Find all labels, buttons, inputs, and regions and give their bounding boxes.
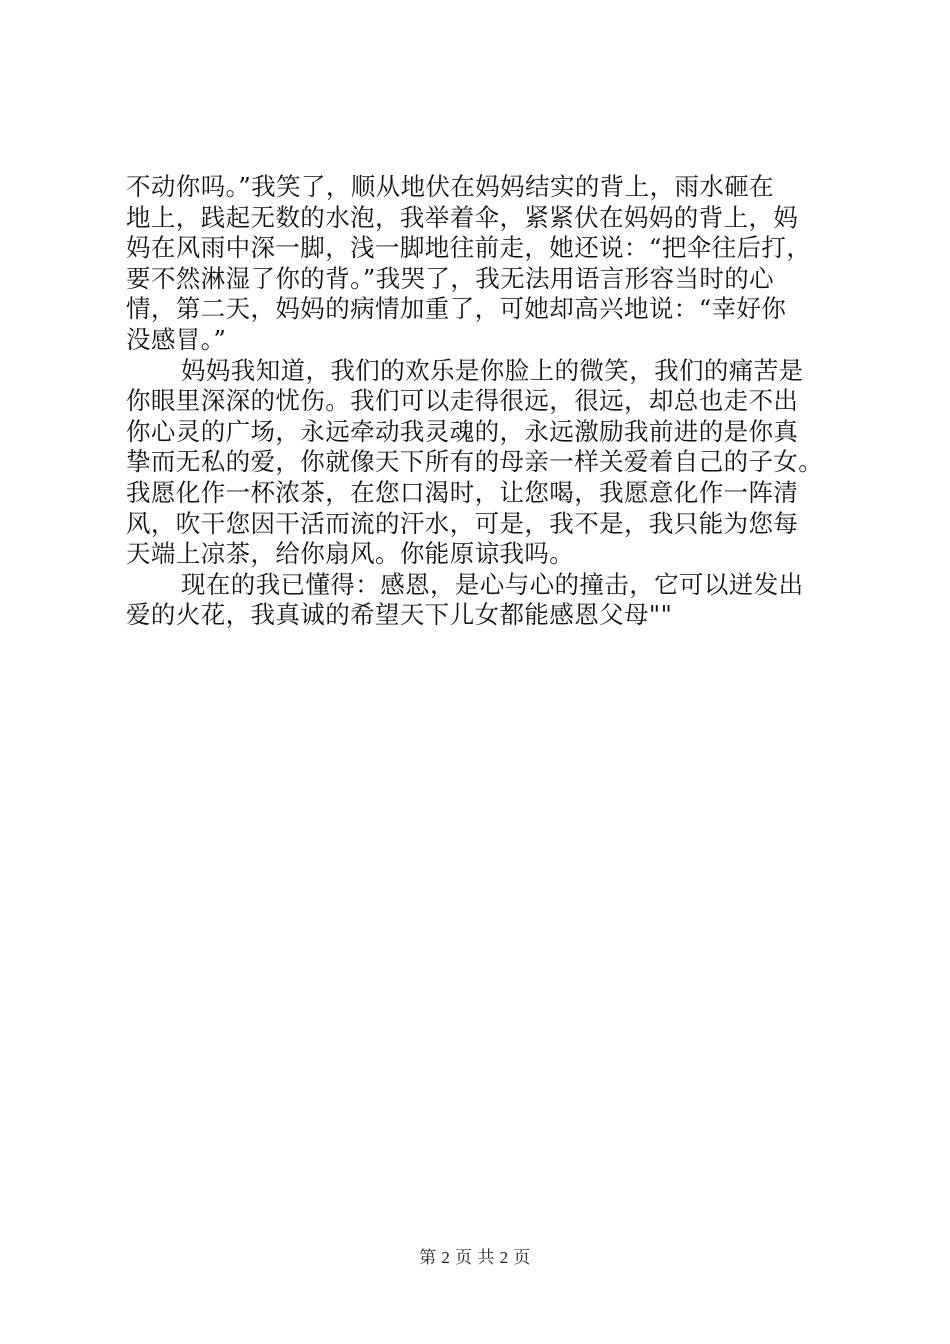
text-line: 地上，践起无数的水泡，我举着伞，紧紧伏在妈妈的背上，妈 (126, 202, 799, 232)
body-text (126, 172, 838, 631)
text-line: 你眼里深深的忧伤。我们可以走得很远，很远，却总也走不出 (126, 386, 799, 416)
text-line: 不动你吗。”我笑了，顺从地伏在妈妈结实的背上，雨水砸在 (126, 172, 775, 201)
text-line: 你心灵的广场，永远牵动我灵魂的，永远激励我前进的是你真 (126, 416, 799, 446)
paragraph-1 (126, 172, 838, 356)
text-line: 风，吹干您因干活而流的汗水，可是，我不是，我只能为您每 (126, 508, 799, 538)
text-line: 现在的我已懂得：感恩，是心与心的撞击，它可以迸发出 (181, 569, 804, 599)
text-line: 妈妈我知道，我们的欢乐是你脸上的微笑，我们的痛苦是 (181, 355, 804, 385)
text-line: 要不然淋湿了你的背。”我哭了，我无法用语言形容当时的心 (126, 263, 775, 293)
text-line: 没感冒。” (126, 324, 227, 354)
paragraph-3 (126, 570, 838, 631)
paragraph-2 (126, 356, 838, 570)
text-line: 挚而无私的爱，你就像天下所有的母亲一样关爱着自己的子女。 (126, 447, 824, 477)
page-number-label: 第 2 页 共 2 页 (419, 1248, 531, 1267)
text-line: 妈在风雨中深一脚，浅一脚地往前走，她还说：“把伞往后打， (126, 233, 812, 263)
text-line: 天端上凉茶，给你扇风。你能原谅我吗。 (126, 539, 575, 569)
text-line: 情，第二天，妈妈的病情加重了，可她却高兴地说：“幸好你 (126, 294, 787, 324)
text-line: 我愿化作一杯浓茶，在您口渴时，让您喝，我愿意化作一阵清 (126, 477, 799, 507)
text-line: 爱的火花，我真诚的希望天下儿女都能感恩父母"" (126, 600, 673, 630)
page-footer (0, 1243, 950, 1268)
